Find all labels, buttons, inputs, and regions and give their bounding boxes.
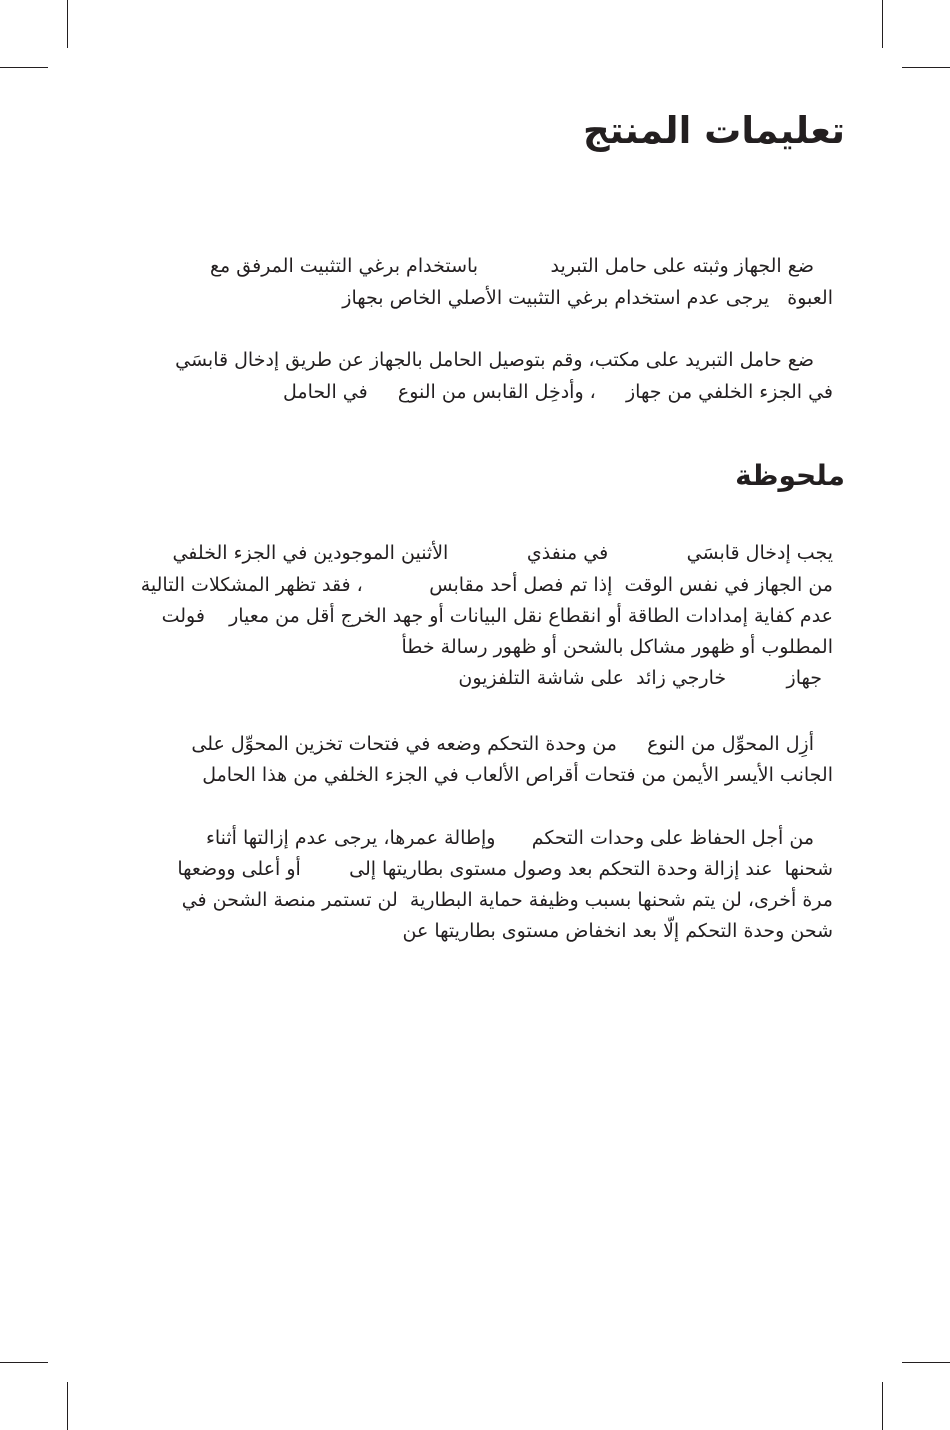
crop-mark-top-right-vertical — [882, 0, 883, 48]
crop-mark-bottom-left-vertical — [67, 1382, 68, 1430]
note-1-line-1: يجب إدخال قابسَي في منفذي الأثنين الموجودين في الجزء الخلفي — [172, 542, 833, 564]
note-3-line-4: شحن وحدة التحكم إلّا بعد انخفاض مستوى بطاريتها عن — [402, 920, 833, 942]
note-2-line-2: الجانب الأيسر الأيمن من فتحات أقراص الألعاب في الجزء الخلفي من هذا الحامل — [202, 764, 833, 786]
crop-mark-bottom-left-horizontal — [0, 1362, 48, 1363]
crop-mark-bottom-right-vertical — [882, 1382, 883, 1430]
paragraph-1-line-1: ضع الجهاز وثبته على حامل التبريد باستخدام برغي التثبيت المرفق مع — [209, 255, 814, 277]
note-1-line-4: المطلوب أو ظهور مشاكل بالشحن أو ظهور رسالة خطأ — [401, 636, 833, 658]
paragraph-1-line-2: العبوة يرجى عدم استخدام برغي التثبيت الأصلي الخاص بجهاز — [342, 287, 833, 309]
paragraph-2-line-2: في الجزء الخلفي من جهاز ، وأدخِل القابس من النوع في الحامل — [283, 381, 833, 403]
crop-mark-bottom-right-horizontal — [902, 1362, 950, 1363]
note-1-line-2: من الجهاز في نفس الوقت إذا تم فصل أحد مقابس ، فقد تظهر المشكلات التالية — [140, 574, 833, 596]
note-2-line-1: أزِل المحوِّل من النوع من وحدة التحكم وضعه في فتحات تخزين المحوِّل على — [191, 733, 814, 755]
crop-mark-top-left-vertical — [67, 0, 68, 48]
note-1-line-3: عدم كفاية إمدادات الطاقة أو انقطاع نقل البيانات أو جهد الخرج أقل من معيار فولت — [161, 605, 833, 627]
note-3-line-1: من أجل الحفاظ على وحدات التحكم وإطالة عمرها، يرجى عدم إزالتها أثناء — [205, 827, 814, 849]
page-title: تعليمات المنتج — [583, 109, 845, 152]
note-3-line-2: شحنها عند إزالة وحدة التحكم بعد وصول مستوى بطاريتها إلى أو أعلى ووضعها — [177, 858, 833, 880]
note-heading: ملحوظة — [735, 459, 845, 492]
note-1-line-5: جهاز خارجي زائد على شاشة التلفزيون — [458, 667, 822, 689]
paragraph-2-line-1: ضع حامل التبريد على مكتب، وقم بتوصيل الحامل بالجهاز عن طريق إدخال قابسَي — [175, 349, 814, 371]
crop-mark-top-left-horizontal — [0, 67, 48, 68]
note-3-line-3: مرة أخرى، لن يتم شحنها بسبب وظيفة حماية البطارية لن تستمر منصة الشحن في — [181, 889, 833, 911]
crop-mark-top-right-horizontal — [902, 67, 950, 68]
